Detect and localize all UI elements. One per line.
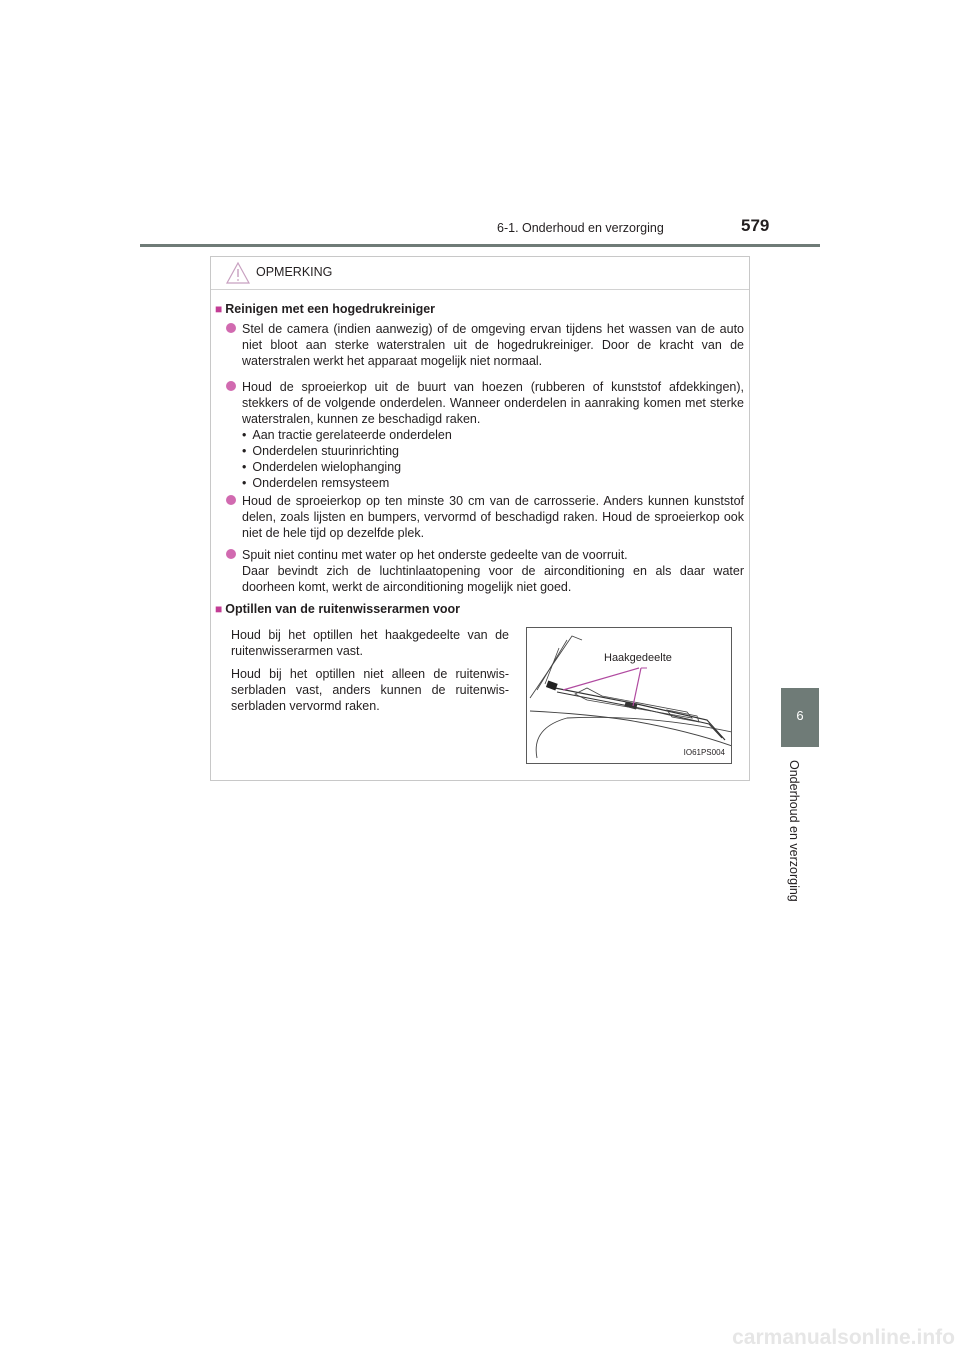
list-item — [226, 547, 744, 595]
chapter-number: 6 — [796, 708, 804, 723]
paragraph: Houd bij het optillen niet alleen de ruitenwis-serbladen vast, anders kunnen de ruitenwis-serbladen vervormd raken. — [231, 667, 509, 713]
section-heading-text: Reinigen met een hogedrukreiniger — [225, 302, 436, 316]
figure-callout: Haakgedeelte — [604, 652, 672, 664]
bullet-line: Spuit niet continu met water op het onderste gedeelte van de voorruit. — [242, 548, 628, 562]
header-section-title: 6-1. Onderhoud en verzorging — [497, 221, 664, 235]
square-bullet-icon: ■ — [215, 602, 223, 616]
notice-header — [211, 257, 749, 290]
list-item — [226, 321, 744, 369]
bullet-dot-icon — [226, 549, 236, 559]
warning-triangle-icon — [225, 261, 251, 290]
chapter-tab[interactable] — [781, 688, 819, 747]
section-heading-wiper-arms — [215, 601, 460, 617]
paragraph: Houd bij het optillen het haakgedeelte van de ruitenwisserarmen vast. — [231, 628, 509, 658]
notice-box — [210, 256, 750, 781]
bullet-dot-icon — [226, 323, 236, 333]
sub-list-item: • Onderdelen stuurinrichting — [242, 443, 452, 459]
sub-list-item: • Aan tractie gerelateerde onderdelen — [242, 427, 452, 443]
list-item — [226, 379, 744, 427]
list-item — [226, 493, 744, 541]
bullet-dot-icon — [226, 495, 236, 505]
wiper-figure — [526, 627, 732, 764]
sub-list-item: • Onderdelen wielophanging — [242, 459, 452, 475]
bullet-dot-icon — [226, 381, 236, 391]
chapter-title: Onderhoud en verzorging — [787, 760, 801, 902]
notice-title: OPMERKING — [256, 265, 333, 279]
bullet-text: Stel de camera (indien aanwezig) of de omgeving ervan tijdens het wassen van de auto niet bloot aan sterke waterstralen uit de hogedrukreiniger. Door de kracht van de waterstralen werkt het apparaat mogelijk niet normaal. — [242, 322, 744, 368]
wiper-illustration — [527, 628, 732, 764]
sub-list-item: • Onderdelen remsysteem — [242, 475, 452, 491]
wiper-instructions — [231, 627, 509, 721]
bullet-text: Houd de sproeierkop op ten minste 30 cm van de carrosserie. Anders kunnen kunststof delen, zoals lijsten en bumpers, vervormd of beschadigd raken. Houd de sproeierkop ook niet de hele tijd op dezelfde plek. — [242, 494, 744, 540]
section-heading-text: Optillen van de ruitenwisserarmen voor — [225, 602, 461, 616]
square-bullet-icon: ■ — [215, 302, 223, 316]
header-rule — [140, 244, 820, 247]
sub-list — [242, 427, 452, 491]
section-heading-pressure-washer — [215, 301, 435, 317]
figure-code: IO61PS004 — [683, 748, 725, 757]
site-watermark — [637, 1324, 957, 1355]
page-number: 579 — [741, 216, 770, 235]
bullet-text: Houd de sproeierkop uit de buurt van hoezen (rubberen of kunststof afdekkingen), stekkers of de volgende onderdelen. Wanneer onderdelen in aanraking komen met sterke waterstralen, kunnen ze beschadigd raken. — [242, 380, 744, 426]
bullet-line: Daar bevindt zich de luchtinlaatopening voor de airconditioning en als daar water doorheen komt, werkt de airconditioning mogelijk niet goed. — [242, 564, 744, 594]
watermark-text: carmanualsonline.info — [732, 1326, 955, 1349]
bullet-text — [242, 547, 744, 595]
